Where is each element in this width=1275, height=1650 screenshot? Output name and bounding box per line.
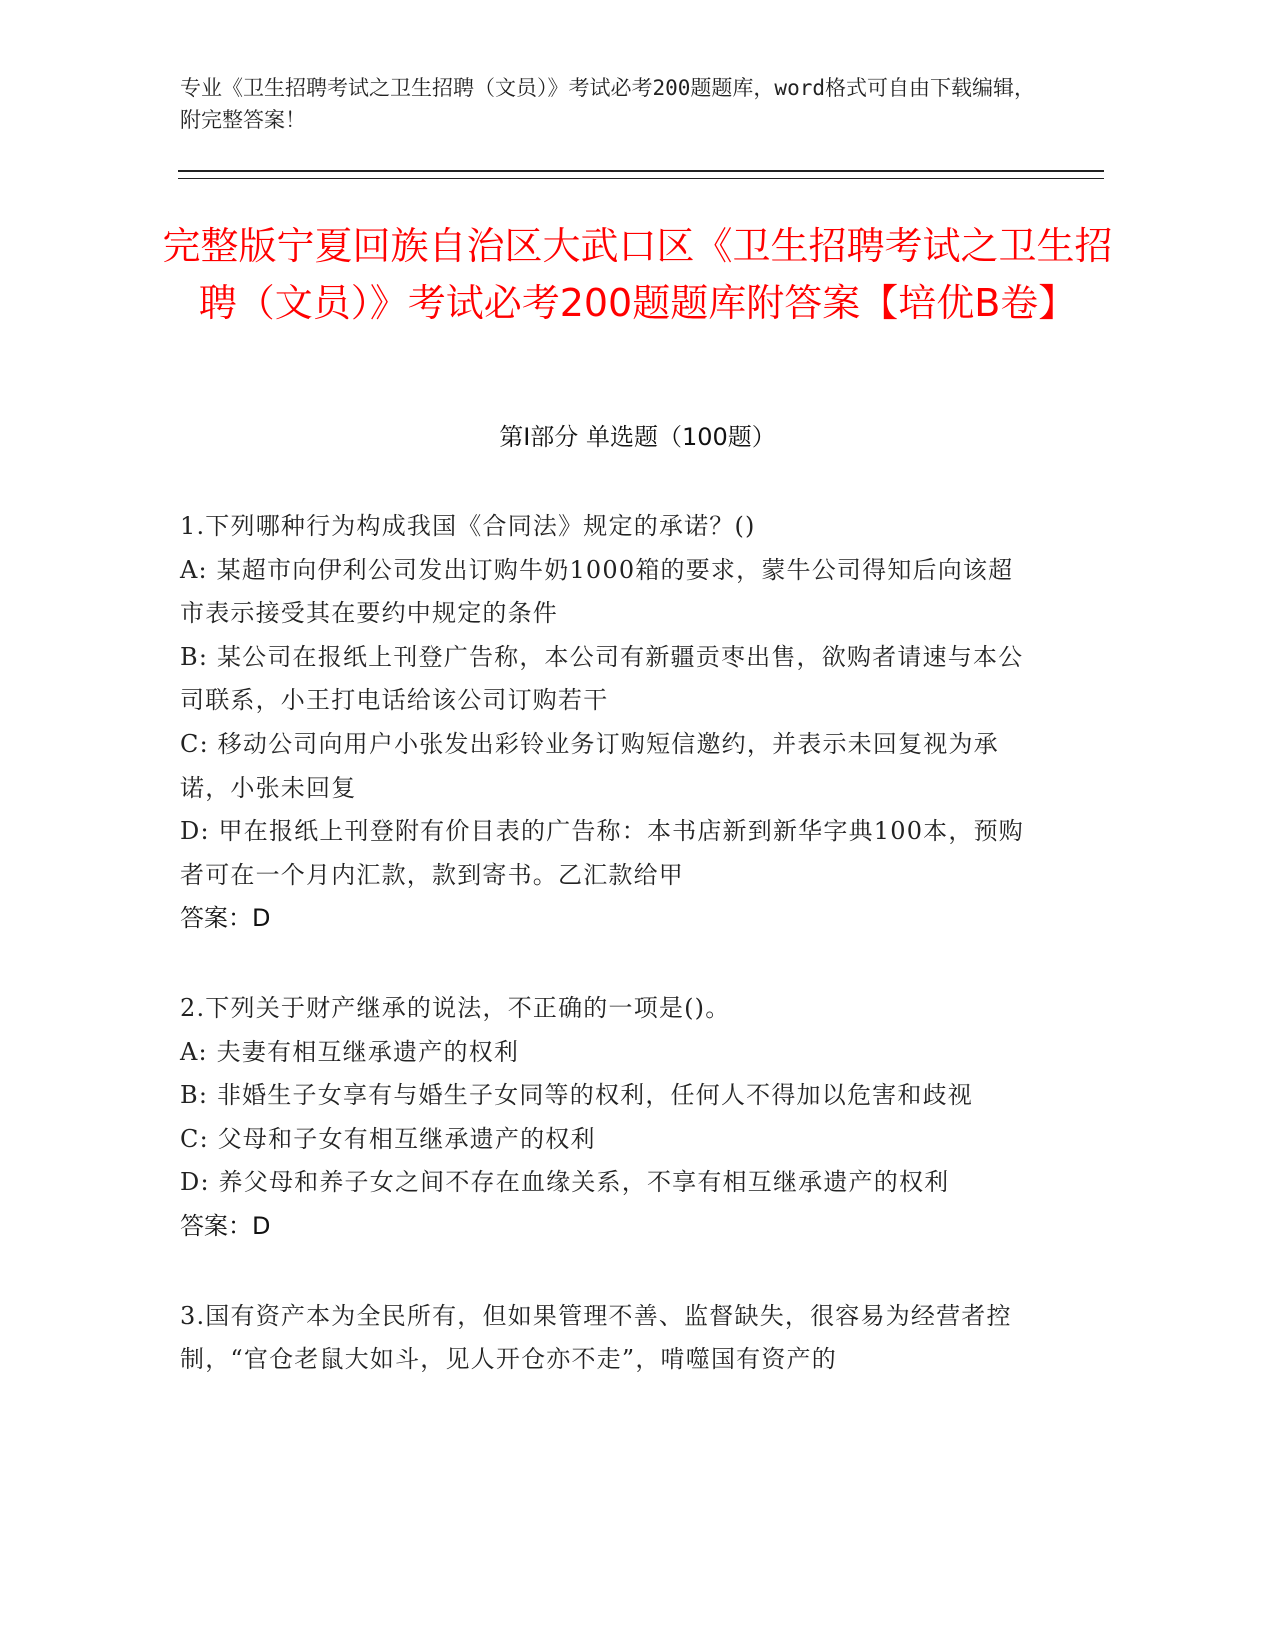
- option-a: A: 夫妻有相互继承遗产的权利: [180, 1037, 520, 1066]
- option-b: B: 某公司在报纸上刊登广告称，本公司有新疆贡枣出售，欲购者请速与本公司联系，小王打电话给该公司订购若干: [180, 642, 1024, 715]
- header-note: 专业《卫生招聘考试之卫生招聘（文员）》考试必考200题题库，word格式可自由下载编辑，附完整答案！: [180, 76, 1035, 132]
- question-stem: 2.下列关于财产继承的说法，不正确的一项是()。: [180, 993, 731, 1022]
- answer-line: 答案：D: [180, 1211, 271, 1240]
- header-divider-thin: [178, 178, 1104, 179]
- question-stem: 3.国有资产本为全民所有，但如果管理不善、监督缺失，很容易为经营者控制，“官仓老鼠大如斗，见人开仓亦不走”，啃噬国有资产的: [180, 1301, 1012, 1374]
- question-list: [180, 505, 1030, 1428]
- question-1: [180, 505, 1030, 941]
- option-d: D: 养父母和养子女之间不存在血缘关系，不享有相互继承遗产的权利: [180, 1168, 950, 1197]
- option-a: A: 某超市向伊利公司发出订购牛奶1000箱的要求，蒙牛公司得知后向该超市表示接受其在要约中规定的条件: [180, 555, 1014, 628]
- option-c: C: 移动公司向用户小张发出彩铃业务订购短信邀约，并表示未回复视为承诺，小张未回复: [180, 729, 999, 802]
- option-d: D: 甲在报纸上刊登附有价目表的广告称：本书店新到新华字典100本，预购者可在一个月内汇款，款到寄书。乙汇款给甲: [180, 817, 1024, 889]
- document-title: 完整版宁夏回族自治区大武口区《卫生招聘考试之卫生招聘（文员）》考试必考200题题库附答案【培优B卷】: [162, 224, 1113, 325]
- answer-line: 答案：D: [180, 904, 271, 933]
- question-stem: 1.下列哪种行为构成我国《合同法》规定的承诺？(): [180, 512, 756, 540]
- header-divider-thick: [178, 170, 1104, 172]
- section-title: 第Ⅰ部分 单选题（100题）: [499, 423, 776, 451]
- option-c: C: 父母和子女有相互继承遗产的权利: [180, 1124, 596, 1153]
- question-3: [180, 1295, 1030, 1382]
- question-2: [180, 987, 1030, 1249]
- option-b: B: 非婚生子女享有与婚生子女同等的权利，任何人不得加以危害和歧视: [180, 1081, 973, 1110]
